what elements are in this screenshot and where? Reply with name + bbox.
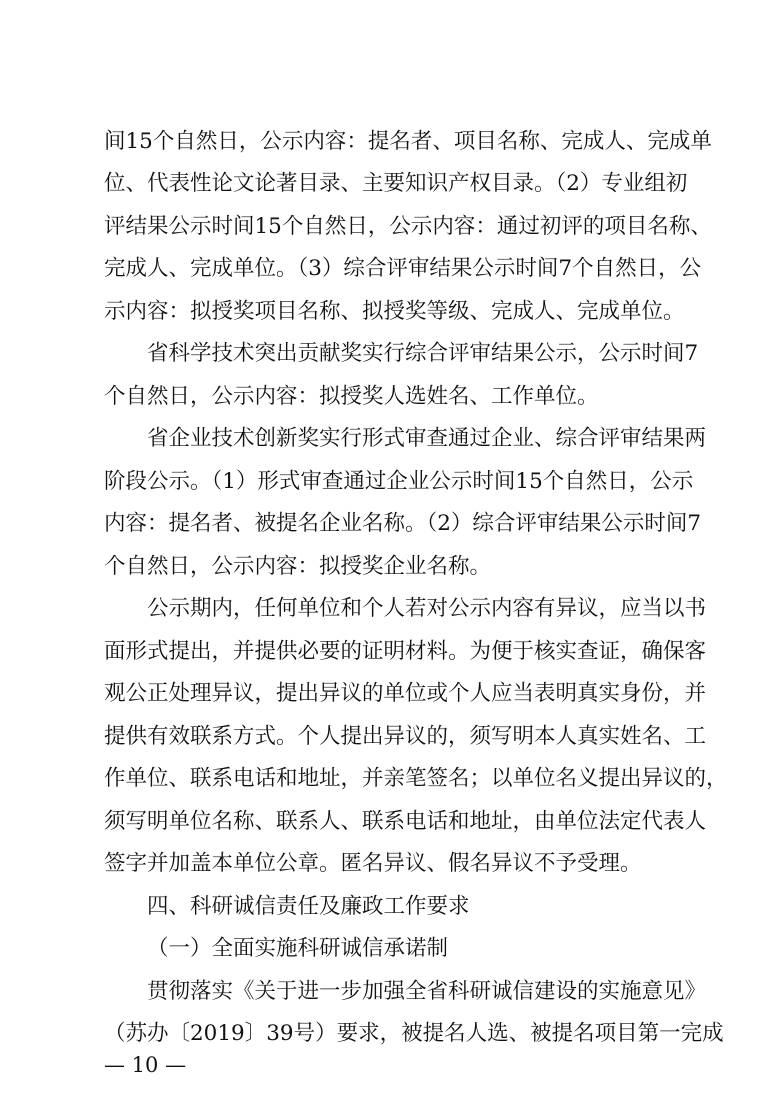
paragraph-line: 作单位、联系电话和地址，并亲笔签名；以单位名义提出异议的， xyxy=(104,766,728,791)
paragraph-line: 签字并加盖本单位公章。匿名异议、假名异议不予受理。 xyxy=(104,851,642,876)
paragraph-line: 观公正处理异议，提出异议的单位或个人应当表明真实身份，并 xyxy=(104,681,707,706)
paragraph-line: 完成人、完成单位。（3）综合评审结果公示时间7个自然日，公 xyxy=(104,256,702,281)
paragraph-line: 个自然日，公示内容：拟授奖人选姓名、工作单位。 xyxy=(104,384,599,409)
paragraph-line: （苏办〔2019〕39号）要求，被提名人选、被提名项目第一完成 xyxy=(104,1021,724,1046)
paragraph-line: 省企业技术创新奖实行形式审查通过企业、综合评审结果两 xyxy=(147,426,707,451)
paragraph-line: 阶段公示。（1）形式审查通过企业公示时间15个自然日，公示 xyxy=(104,469,694,494)
paragraph-line: 贯彻落实《关于进一步加强全省科研诚信建设的实施意见》 xyxy=(147,979,707,1004)
paragraph-line: 间15个自然日，公示内容：提名者、项目名称、完成人、完成单 xyxy=(104,129,712,154)
paragraph-line: 公示期内，任何单位和个人若对公示内容有异议，应当以书 xyxy=(147,596,707,621)
paragraph-line: 评结果公示时间15个自然日，公示内容：通过初评的项目名称、 xyxy=(104,214,712,239)
paragraph-line: 须写明单位名称、联系人、联系电话和地址，由单位法定代表人 xyxy=(104,809,707,834)
paragraph-line: 省科学技术突出贡献奖实行综合评审结果公示，公示时间7 xyxy=(147,341,699,366)
section-heading: 四、科研诚信责任及廉政工作要求 xyxy=(147,894,470,919)
paragraph-line: 提供有效联系方式。个人提出异议的，须写明本人真实姓名、工 xyxy=(104,724,707,749)
paragraph-line: 内容：提名者、被提名企业名称。（2）综合评审结果公示时间7 xyxy=(104,511,702,536)
paragraph-line: 位、代表性论文论著目录、主要知识产权目录。（2）专业组初 xyxy=(104,171,688,196)
paragraph-line: 面形式提出，并提供必要的证明材料。为便于核实查证，确保客 xyxy=(104,639,707,664)
page-number: — 10 — xyxy=(104,1053,187,1077)
paragraph-line: 个自然日，公示内容：拟授奖企业名称。 xyxy=(104,554,492,579)
paragraph-line: 示内容：拟授奖项目名称、拟授奖等级、完成人、完成单位。 xyxy=(104,299,685,324)
subsection-heading: （一）全面实施科研诚信承诺制 xyxy=(147,936,449,961)
